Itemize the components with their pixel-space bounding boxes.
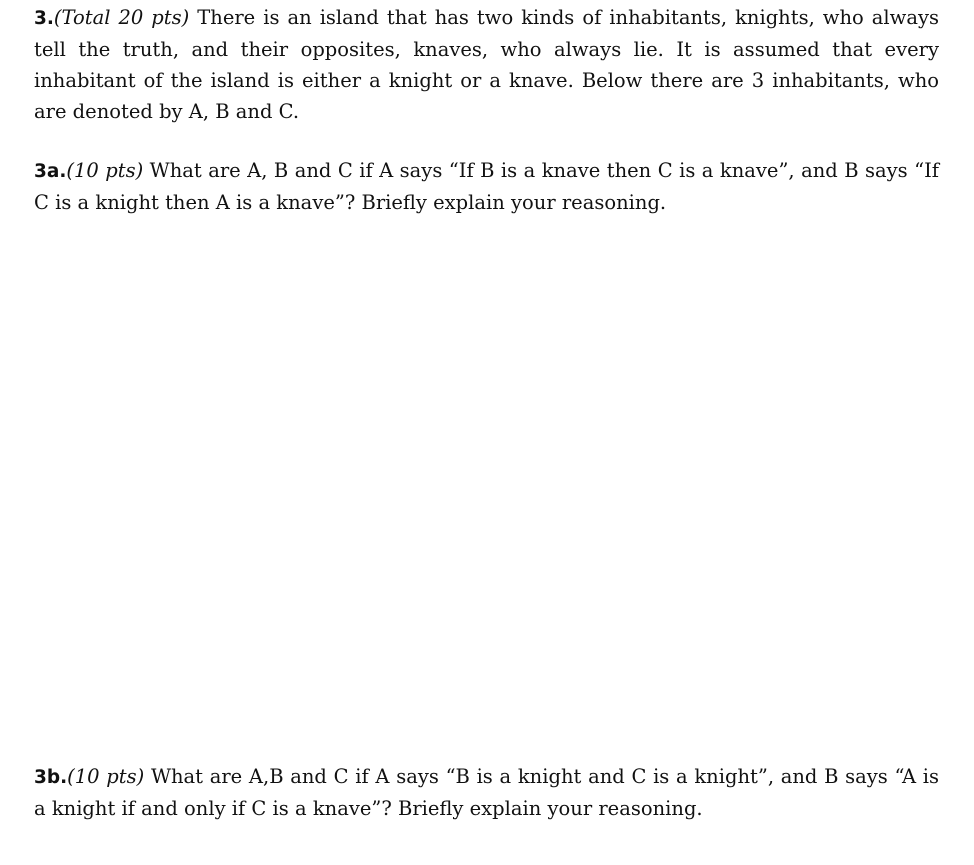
- problem-3a-text: What are A, B and C if A says “If B is a knave then C is a knave”, and B says “If C is a knight then A is a knave”? Briefly explain your reasoning.: [34, 159, 940, 214]
- problem-3b-paragraph: [34, 761, 939, 824]
- problem-3b-number: 3b.: [34, 767, 68, 788]
- problem-3b-points: (10 pts): [67, 765, 145, 788]
- problem-3a-number: 3a.: [34, 161, 67, 182]
- problem-3a-points: (10 pts): [66, 159, 144, 182]
- problem-3-number: 3.: [34, 8, 54, 29]
- problem-3a-paragraph: [34, 155, 939, 218]
- problem-3-points: (Total 20 pts): [53, 6, 190, 29]
- problem-3-text: There is an island that has two kinds of inhabitants, knights, who always tell the truth, and their opposites, knaves, who always lie. It is assumed that every inhabitant of the island is either a knight or a knave. Below there are 3 inhabitants, who are denoted by A, B and C.: [34, 6, 939, 123]
- answer-space-3a: [34, 230, 939, 740]
- problem-3b-text: What are A,B and C if A says “B is a knight and C is a knight”, and B says “A is a knight if and only if C is a knave”? Briefly explain your reasoning.: [34, 765, 940, 820]
- problem-3-paragraph: [34, 2, 939, 127]
